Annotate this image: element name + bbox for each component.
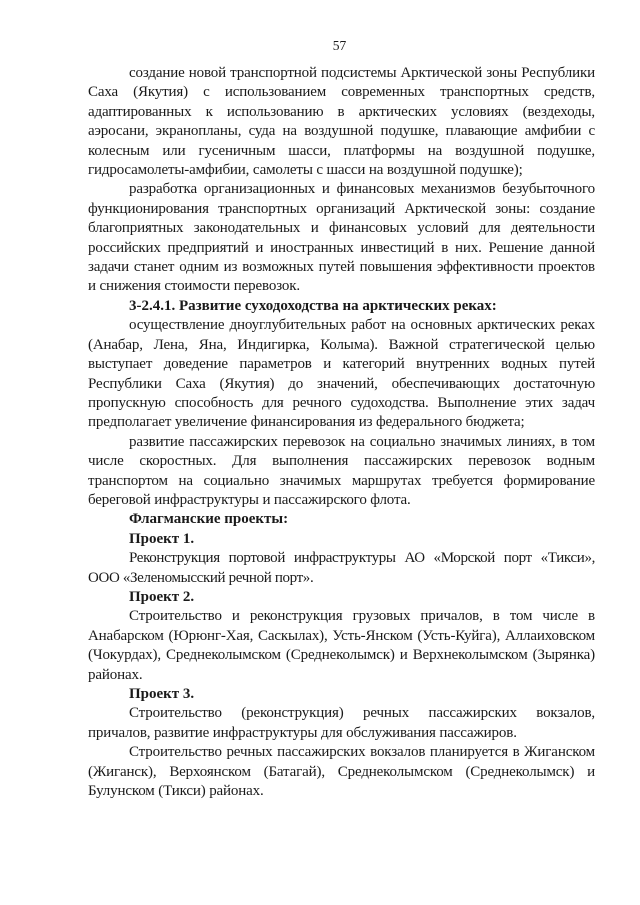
paragraph-project-3: Строительство (реконструкция) речных пассажирских вокзалов, причалов, развитие инфраструктуры для обслуживания пассажиров. <box>88 705 595 741</box>
paragraph-transport-subsystem: создание новой транспортной подсистемы Арктической зоны Республики Саха (Якутия) с использованием современных транспортных средств, адаптированных к использованию в арктических условиях (вездеходы, аэросани, экранопланы, суда на воздушной подушке, плавающие амфибии с колесным или гусеничным шасси, платформы на воздушной подушке, гидросамолеты-амфибии, самолеты с шасси на воздушной подушке); <box>88 65 595 179</box>
paragraph-project-2: Строительство и реконструкция грузовых причалов, в том числе в Анабарском (Юрюнг-Хая, Саскылах), Усть-Янском (Усть-Куйга), Аллаиховском (Чокурдах), Среднеколымском (Среднеколымск) и Верхнеколымском (Зырянка) районах. <box>88 608 595 683</box>
paragraph-passenger-transport: развитие пассажирских перевозок на социально значимых линиях, в том числе скоростных. Для выполнения пассажирских перевозок водным транспортом на социально значимых маршрутах требуется формирование береговой инфраструктуры и пассажирского флота. <box>88 433 595 508</box>
project-3-heading: Проект 3. <box>129 686 195 702</box>
section-heading-river-shipping: 3-2.4.1. Развитие суходоходства на арктических реках: <box>129 297 497 314</box>
paragraph-project-1: Реконструкция портовой инфраструктуры АО «Морской порт «Тикси», ООО «Зеленомысский речной порт». <box>88 550 595 586</box>
project-2-heading: Проект 2. <box>129 588 195 605</box>
paragraph-dredging-works: осуществление дноуглубительных работ на основных арктических реках (Анабар, Лена, Яна, Индигирка, Колыма). Важной стратегической целью выступает доведение параметров и категорий внутренних водных путей Республики Саха (Якутия) до значений, обеспечивающих достаточную пропускную способность для речного судоходства. Выполнение этих задач предполагает увеличение финансирования из федерального бюджета; <box>88 317 595 431</box>
paragraph-passenger-terminals: Строительство речных пассажирских вокзалов планируется в Жиганском (Жиганск), Верхоянском (Батагай), Среднеколымском (Среднеколымск) и Булунском (Тикси) районах. <box>88 744 595 800</box>
page-number: 57 <box>332 38 347 53</box>
document-page <box>88 36 595 801</box>
project-1-heading: Проект 1. <box>129 530 195 547</box>
flagship-projects-heading: Флагманские проекты: <box>129 511 289 528</box>
paragraph-financial-mechanisms: разработка организационных и финансовых механизмов безубыточного функционирования транспортных организаций Арктической зоны: создание благоприятных законодательных и финансовых условий для деятельности российских предприятий и иностранных инвестиций в них. Решение данной задачи станет одним из возможных путей повышения эффективности проектов и снижения стоимости перевозок. <box>88 181 595 295</box>
